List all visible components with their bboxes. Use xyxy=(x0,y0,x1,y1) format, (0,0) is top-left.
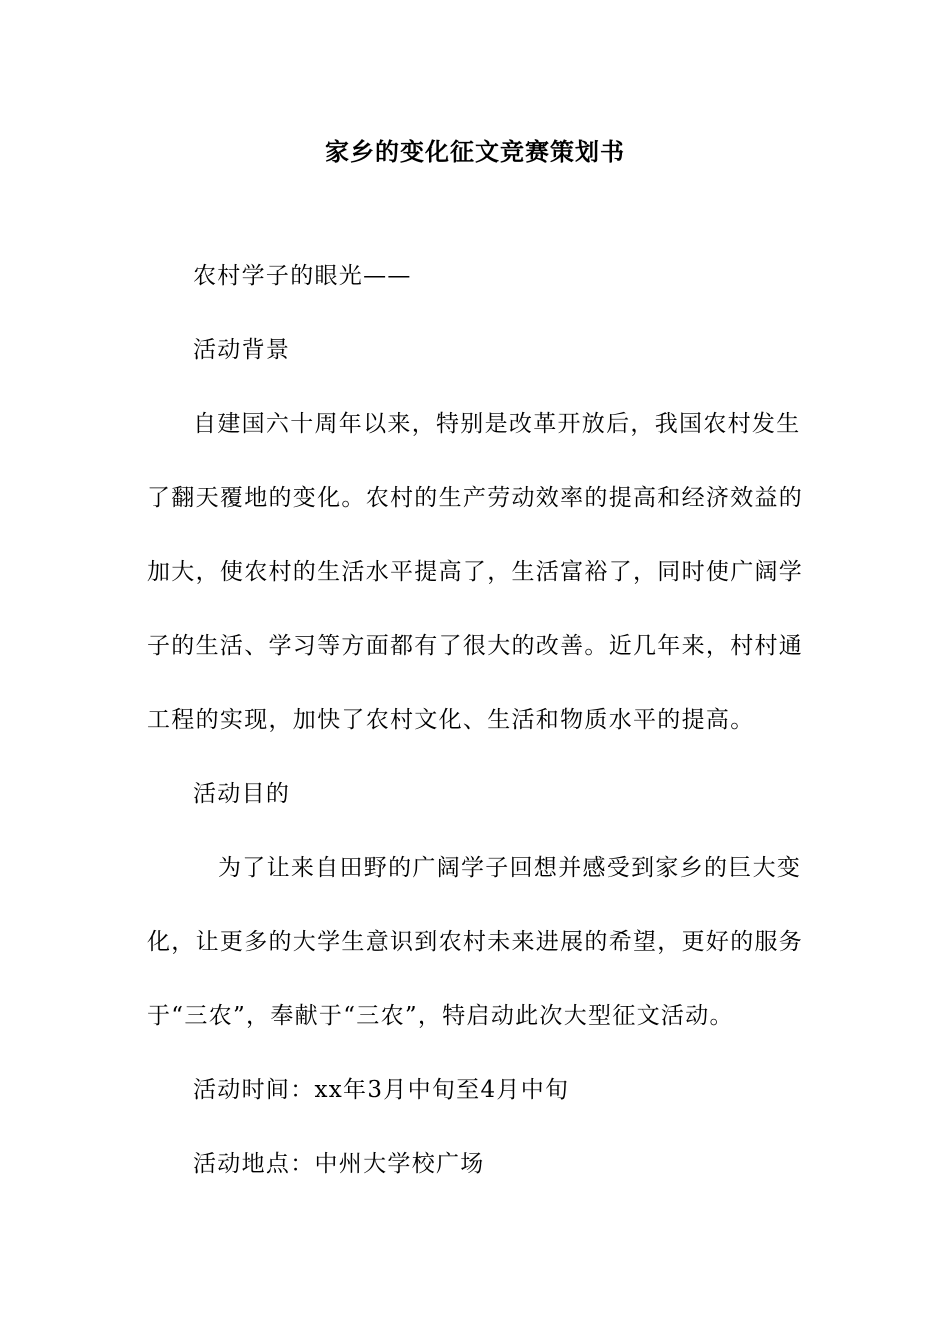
paragraph-line: 工程的实现，加快了农村文化、生活和物质水平的提高。 xyxy=(147,707,755,733)
document-title: 家乡的变化征文竞赛策划书 xyxy=(325,137,625,166)
paragraph-line: 加大，使农村的生活水平提高了，生活富裕了，同时使广阔学 xyxy=(147,559,804,585)
paragraph-line: 化，让更多的大学生意识到农村未来进展的希望，更好的服务 xyxy=(147,929,804,955)
paragraph-line: 了翻天覆地的变化。农村的生产劳动效率的提高和经济效益的 xyxy=(147,485,804,511)
activity-location-line: 活动地点：中州大学校广场 xyxy=(193,1151,485,1177)
subtitle-line: 农村学子的眼光—— xyxy=(193,263,412,289)
activity-time-line: 活动时间：xx年3月中旬至4月中旬 xyxy=(193,1077,570,1103)
section-heading-background: 活动背景 xyxy=(193,337,291,363)
paragraph-line: 子的生活、学习等方面都有了很大的改善。近几年来，村村通 xyxy=(147,633,804,659)
paragraph-line: 于“三农”，奉献于“三农”，特启动此次大型征文活动。 xyxy=(147,1003,734,1029)
section-heading-purpose: 活动目的 xyxy=(193,781,291,807)
paragraph-line: 自建国六十周年以来，特别是改革开放后，我国农村发生 xyxy=(193,411,801,437)
paragraph-line: 为了让来自田野的广阔学子回想并感受到家乡的巨大变 xyxy=(218,855,802,881)
